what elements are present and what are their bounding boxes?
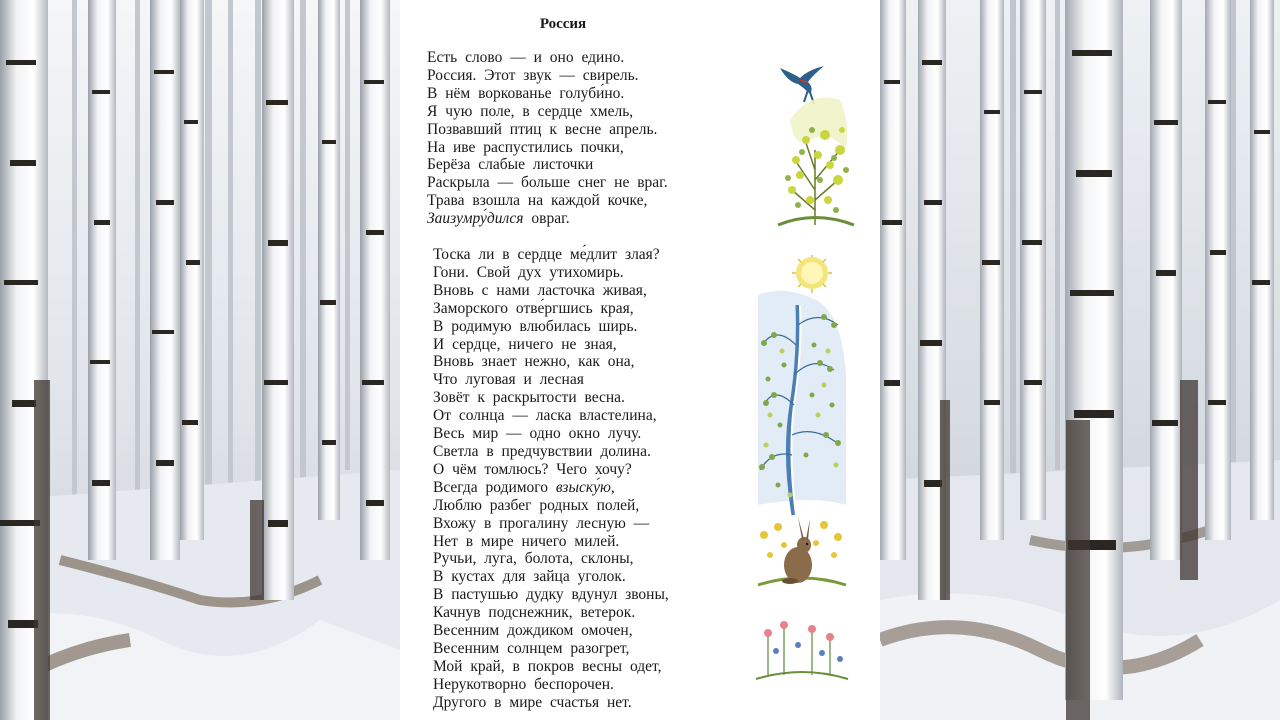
poem-line: В кустах для зайца уголок. (433, 568, 626, 586)
poem-line: Нет в мире ничего милей. (433, 532, 620, 550)
poem-line: На иве распустились почки, (427, 138, 624, 156)
poem-line (427, 210, 668, 228)
line-rest: овраг. (523, 210, 570, 228)
poem-line: Есть слово — и оно едино. (427, 49, 625, 66)
poem-page (400, 0, 880, 720)
italic-word: Заизумру́дился (427, 210, 524, 228)
poem-line: Мой край, в покров весны одет, (433, 657, 662, 675)
poem-line: От солнца — ласка властелина, (433, 407, 657, 425)
poem-line: Позвавший птиц к весне апрель. (427, 120, 658, 138)
poem-line: В родимую влюбилась ширь. (433, 317, 638, 335)
poem-line: Тоска ли в сердце ме́длит злая? (433, 246, 660, 263)
swallow-icon (770, 60, 860, 230)
poem-line: Качнув подснежник, ветерок. (433, 604, 636, 622)
poem-line: Гони. Свой дух утихомирь. (433, 263, 624, 281)
stanza-1 (427, 49, 668, 228)
stanza-2 (433, 246, 669, 712)
swallow-and-willow-illustration (770, 60, 860, 230)
poem-line: Заморского отве́ргшись края, (433, 299, 634, 317)
poem-line: Другого в мире счастья нет. (433, 693, 632, 711)
poem-line: Нерукотворно беспорочен. (433, 675, 614, 693)
poem-line: Весенним дождиком омочен, (433, 622, 633, 640)
poem-line: О чём томлюсь? Чего хочу? (433, 460, 632, 478)
poem-line: Что луговая и лесная (433, 371, 584, 389)
poem-line: В нём воркованье голуби́но. (427, 84, 625, 102)
poem-line: Ручьи, луга, болота, склоны, (433, 550, 634, 568)
poem-line: Трава взошла на каждой кочке, (427, 192, 648, 210)
poem-line: Вхожу в прогалину лесную — (433, 514, 650, 532)
line-end: , (610, 478, 615, 496)
poem-line: Весенним солнцем разогрет, (433, 639, 630, 657)
birch-forest-photo-icon (880, 0, 1280, 720)
poem-line: В пастушью дудку вдунул звоны, (433, 586, 669, 604)
poem-title: Россия (539, 16, 587, 32)
poem-line (433, 479, 669, 497)
italic-word: взыску́ю (555, 478, 611, 496)
birch-forest-photo-icon (0, 0, 400, 720)
line-start: Всегда родимого (433, 478, 556, 496)
poem-line: Раскрыла — больше снег не враг. (427, 174, 668, 192)
poem-line: Светла в предчувствии долина. (433, 442, 651, 460)
poem-line: Вновь с нами ласточка живая, (433, 281, 647, 299)
poem-line: Я чую поле, в сердце хмель, (427, 102, 634, 120)
birch-forest-photo-left (0, 0, 400, 720)
poem-line: Люблю разбег родных полей, (433, 496, 640, 514)
poem-line: Весь мир — одно окно лучу. (433, 425, 642, 443)
birch-forest-photo-right (880, 0, 1280, 720)
poem-line: Берёза слабые листочки (427, 156, 594, 174)
poem-line: Зовёт к раскрытости весна. (433, 389, 625, 407)
birch-sun-hare-illustration (754, 255, 850, 685)
poem-line: И сердце, ничего не зная, (433, 335, 617, 353)
poem-line: Вновь знает нежно, как она, (433, 353, 635, 371)
birch-sun-hare-icon (754, 255, 850, 685)
poem-line: Россия. Этот звук — свирель. (427, 66, 639, 84)
